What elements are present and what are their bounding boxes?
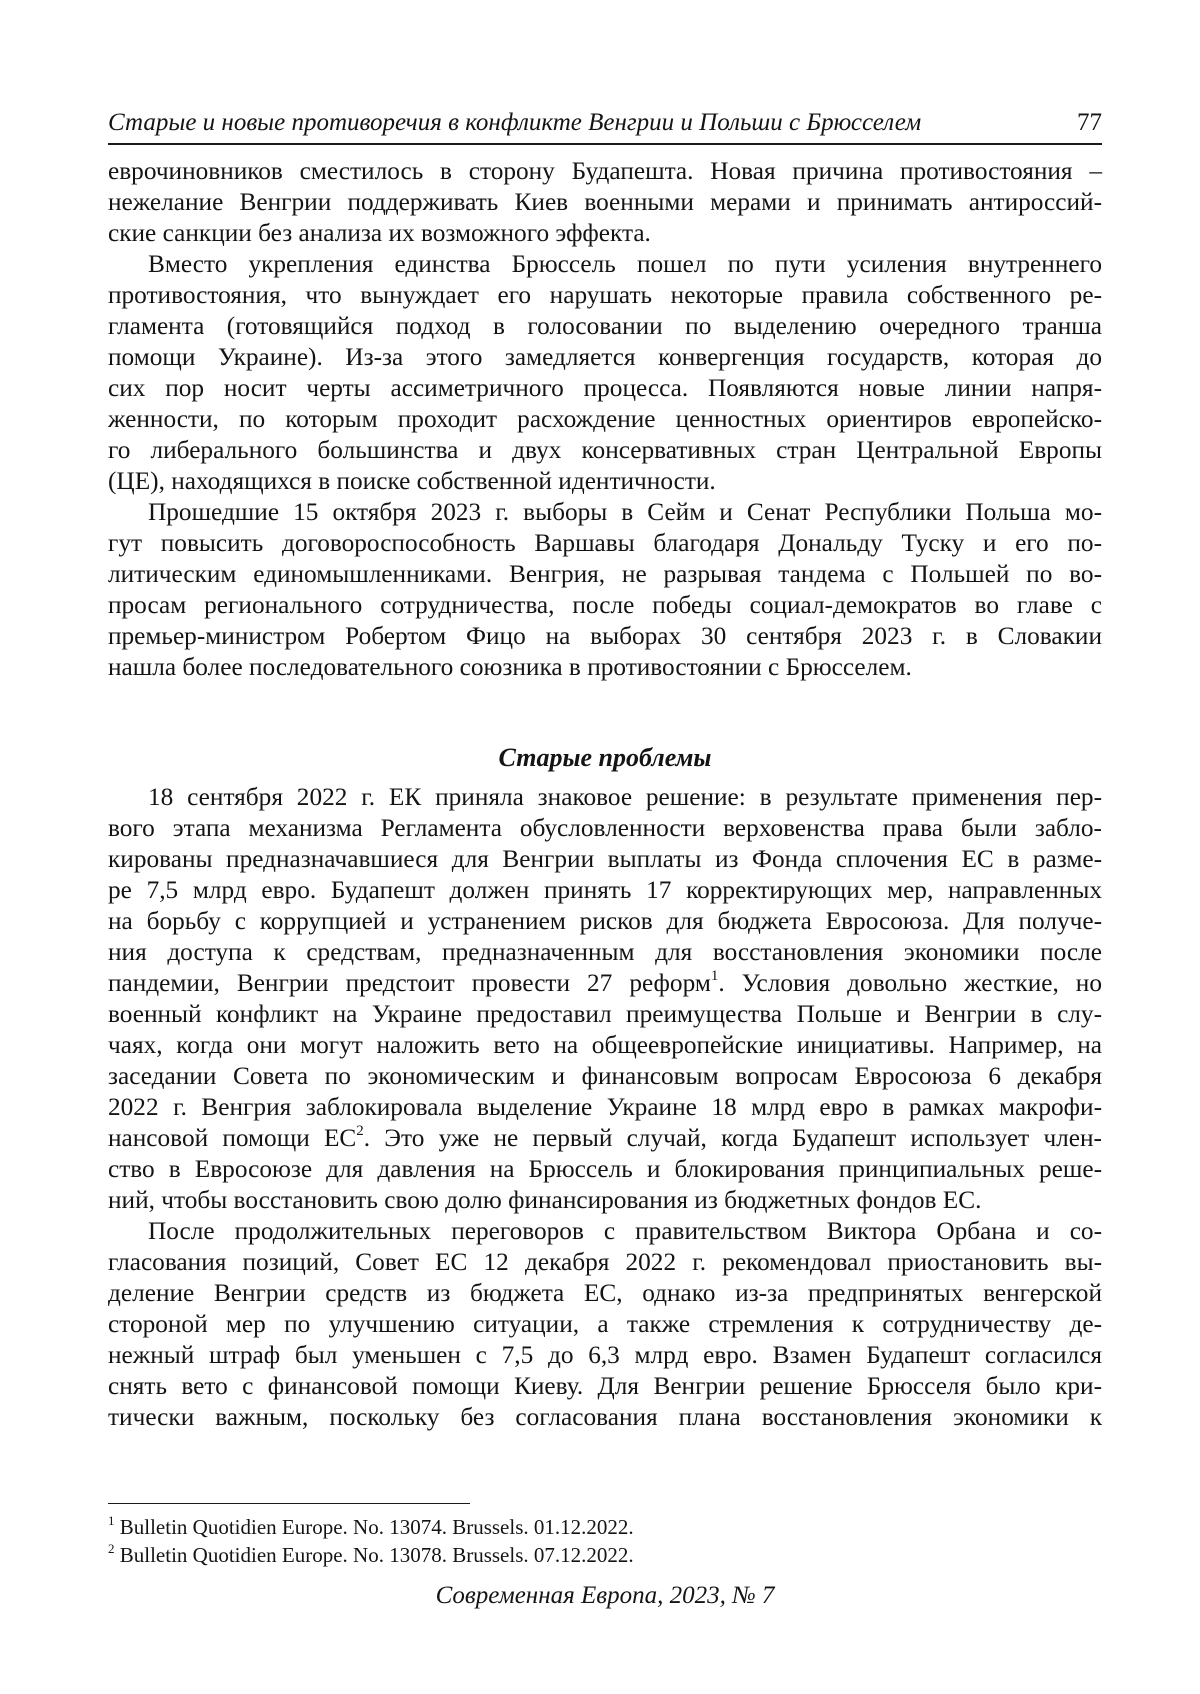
text-line: ре 7,5 млрд евро. Будапешт должен принять 17 корректирующих мер, направленных: [108, 876, 1102, 904]
text-line: военный конфликт на Украине предоставил преимущества Польше и Венгрии в слу-: [108, 1000, 1102, 1028]
text-segment: нансовой помощи ЕС: [108, 1124, 357, 1152]
text-line: [108, 1122, 1102, 1154]
text-line: гласования позиций, Совет ЕС 12 декабря 2022 г. рекомендовал приостановить вы-: [108, 1248, 1102, 1276]
footnote-marker: 2: [108, 1541, 115, 1556]
text-line: ские санкции без анализа их возможного эффекта.: [108, 219, 651, 247]
text-line: [108, 967, 1102, 999]
text-line: 18 сентября 2022 г. ЕК приняла знаковое решение: в результате применения пер-: [148, 783, 1102, 811]
text-line: противостояния, что вынуждает его нарушать некоторые правила собственного ре-: [108, 281, 1102, 309]
text-line: еврочиновников сместилось в сторону Будапешта. Новая причина противостояния –: [108, 157, 1102, 185]
text-line: Вместо укрепления единства Брюссель пошел по пути усиления внутреннего: [148, 250, 1102, 278]
text-line: ний, чтобы восстановить свою долю финансирования из бюджетных фондов ЕС.: [108, 1186, 982, 1214]
text-line: ния доступа к средствам, предназначенным для восстановления экономики после: [108, 938, 1102, 966]
text-line: стороной мер по улучшению ситуации, а также стремления к сотрудничеству де-: [108, 1310, 1102, 1338]
text-line: сих пор носит черты ассиметричного процесса. Появляются новые линии напря-: [108, 374, 1102, 402]
running-title: Старые и новые противоречия в конфликте Венгрии и Польши с Брюсселем: [108, 109, 922, 136]
text-line: заседании Совета по экономическим и финансовым вопросам Евросоюза 6 декабря: [108, 1062, 1102, 1090]
text-segment: . Это уже не первый случай, когда Будапешт использует член-: [363, 1124, 1102, 1152]
text-segment: . Условия довольно жесткие, но: [718, 969, 1102, 997]
text-line: нашла более последовательного союзника в противостоянии с Брюсселем.: [108, 653, 912, 681]
text-line: гут повысить договороспособность Варшавы благодаря Дональду Туску и его по-: [108, 529, 1102, 557]
text-line: го либерального большинства и двух консервативных стран Центральной Европы: [108, 436, 1102, 464]
footnote: [108, 1513, 1102, 1541]
footnote-text: Bulletin Quotidien Europe. No. 13078. Brussels. 07.12.2022.: [114, 1543, 634, 1567]
running-head: [108, 108, 1102, 144]
text-line: деление Венгрии средств из бюджета ЕС, однако из-за предпринятых венгерской: [108, 1279, 1102, 1307]
text-line: нежный штраф был уменьшен с 7,5 до 6,3 млрд евро. Взамен Будапешт согласился: [108, 1341, 1102, 1369]
text-line: ство в Евросоюзе для давления на Брюссель и блокирования принципиальных реше-: [108, 1155, 1102, 1183]
text-line: После продолжительных переговоров с правительством Виктора Орбана и со-: [148, 1217, 1102, 1245]
footnote-ref: 2: [356, 1122, 364, 1139]
text-line: Прошедшие 15 октября 2023 г. выборы в Сейм и Сенат Республики Польша мо-: [148, 498, 1102, 526]
journal-footer: Современная Европа, 2023, № 7: [435, 1582, 775, 1609]
footnote-ref: 1: [710, 967, 719, 984]
text-line: гламента (готовящийся подход в голосовании по выделению очередного транша: [108, 312, 1102, 340]
section-heading: Старые проблемы: [498, 743, 712, 772]
text-line: снять вето с финансовой помощи Киеву. Для Венгрии решение Брюсселя было кри-: [108, 1372, 1102, 1400]
text-line: премьер-министром Робертом Фицо на выборах 30 сентября 2023 г. в Словакии: [108, 622, 1102, 650]
text-segment: пандемии, Венгрии предстоит провести 27 реформ: [108, 969, 711, 997]
page-number: 77: [1077, 109, 1102, 136]
text-line: на борьбу с коррупцией и устранением рисков для бюджета Евросоюза. Для получе-: [108, 907, 1102, 935]
text-line: 2022 г. Венгрия заблокировала выделение Украине 18 млрд евро в рамках макрофи-: [108, 1093, 1102, 1121]
text-line: литическим единомышленниками. Венгрия, не разрывая тандема с Польшей по во-: [108, 560, 1102, 588]
text-line: помощи Украине). Из-за этого замедляется конвергенция государств, которая до: [108, 343, 1102, 371]
text-line: тически важным, поскольку без согласования плана восстановления экономики к: [108, 1403, 1102, 1431]
text-line: чаях, когда они могут наложить вето на общеевропейские инициативы. Например, на: [108, 1031, 1102, 1059]
footnote-marker: 1: [108, 1513, 115, 1528]
header-rule: [108, 143, 1102, 145]
footnote: [108, 1541, 1102, 1569]
text-line: (ЦЕ), находящихся в поиске собственной идентичности.: [108, 467, 716, 495]
footnote-rule: [108, 1503, 470, 1504]
text-line: кированы предназначавшиеся для Венгрии выплаты из Фонда сплочения ЕС в разме-: [108, 845, 1102, 873]
footnote-text: Bulletin Quotidien Europe. No. 13074. Brussels. 01.12.2022.: [114, 1515, 634, 1539]
text-line: нежелание Венгрии поддерживать Киев военными мерами и принимать антироссий-: [108, 188, 1102, 216]
text-line: просам регионального сотрудничества, после победы социал-демократов во главе с: [108, 591, 1102, 619]
text-line: вого этапа механизма Регламента обусловленности верховенства права были забло-: [108, 814, 1102, 842]
text-line: женности, по которым проходит расхождение ценностных ориентиров европейско-: [108, 405, 1102, 433]
